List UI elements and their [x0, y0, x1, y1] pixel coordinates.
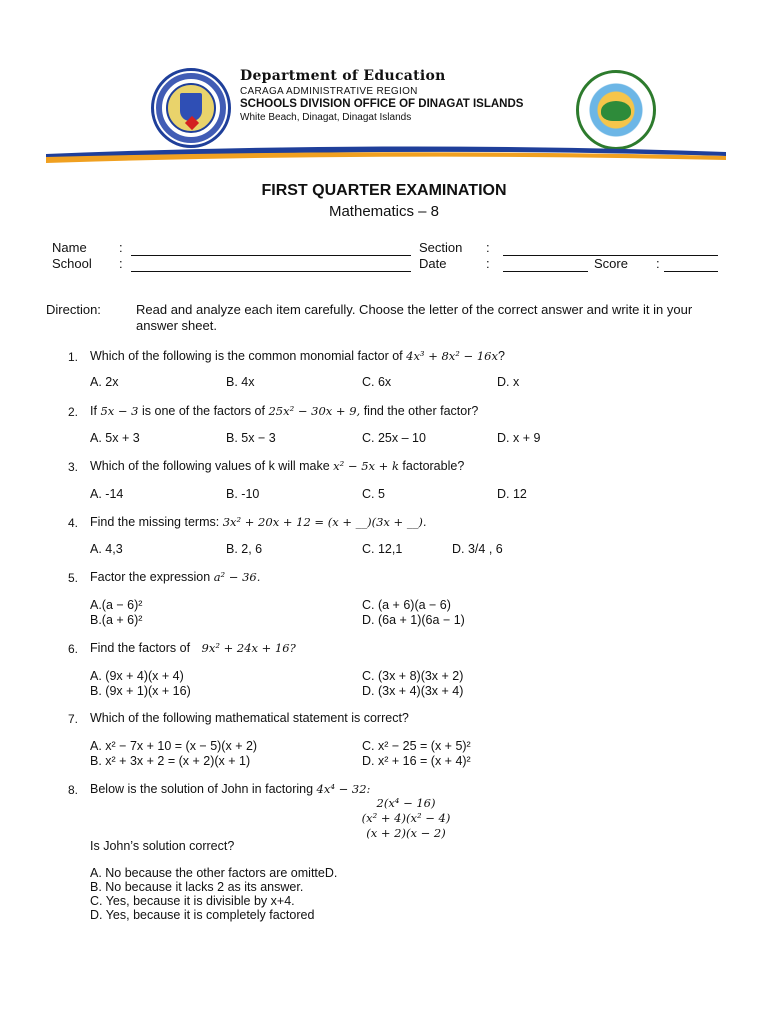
question-number: 5.	[68, 571, 79, 585]
option-c[interactable]: C. 12,1	[362, 542, 403, 556]
question-text: Factor the expression a² − 36.	[90, 570, 261, 584]
score-field[interactable]	[664, 257, 718, 272]
solution-step-3: (x + 2)(x − 2)	[366, 826, 446, 840]
option-c[interactable]: C. 6x	[362, 375, 392, 389]
question-text: Which of the following is the common monomial factor of 4x³ + 8x² − 16x?	[90, 349, 505, 363]
school-colon: :	[119, 256, 123, 271]
question-text: Below is the solution of John in factoring 4x⁴ − 32:	[90, 782, 371, 796]
option-d[interactable]: D. x² + 16 = (x + 4)²	[362, 754, 471, 768]
option-b[interactable]: B. x² + 3x + 2 = (x + 2)(x + 1)	[90, 754, 251, 768]
option-a[interactable]: A. -14	[90, 487, 124, 501]
letterhead-text	[240, 68, 570, 123]
department-name: Department of Education	[240, 68, 446, 84]
question-number: 4.	[68, 516, 79, 530]
option-a[interactable]: A. x² − 7x + 10 = (x − 5)(x + 2)	[90, 739, 258, 753]
score-label: Score	[594, 256, 628, 271]
option-c[interactable]: C. (a + 6)(a − 6)	[362, 598, 451, 612]
division-address: White Beach, Dinagat, Dinagat Islands	[240, 112, 412, 123]
option-b[interactable]: B. -10	[226, 487, 260, 501]
section-field[interactable]	[503, 241, 718, 256]
header-swoosh	[46, 142, 726, 164]
option-d[interactable]: D. x	[497, 375, 520, 389]
option-b[interactable]: B. 2, 6	[226, 542, 263, 556]
score-colon: :	[656, 256, 660, 271]
date-field[interactable]	[503, 257, 588, 272]
school-label: School	[52, 256, 92, 271]
direction-text: Read and analyze each item carefully. Choose the letter of the correct answer and write it in your answer sheet.	[136, 302, 693, 333]
option-b[interactable]: B. 4x	[226, 375, 255, 389]
option-c[interactable]: C. 25x – 10	[362, 431, 426, 445]
division-seal-icon	[576, 70, 656, 150]
exam-title: FIRST QUARTER EXAMINATION	[261, 182, 507, 199]
question-number: 3.	[68, 460, 79, 474]
section-label: Section	[419, 240, 463, 255]
option-b[interactable]: B. No because it lacks 2 as its answer.	[90, 880, 304, 894]
option-d[interactable]: D. 12	[497, 487, 527, 501]
option-a[interactable]: A. No because the other factors are omitteD.	[90, 866, 338, 880]
option-a[interactable]: A. 2x	[90, 375, 119, 389]
question-number: 7.	[68, 712, 79, 726]
name-colon: :	[119, 240, 123, 255]
question-text: Which of the following values of k will make x² − 5x + k factorable?	[90, 459, 465, 473]
option-c[interactable]: C. (3x + 8)(3x + 2)	[362, 669, 464, 683]
option-d[interactable]: D. x + 9	[497, 431, 541, 445]
option-c[interactable]: C. x² − 25 = (x + 5)²	[362, 739, 471, 753]
option-d[interactable]: D. 3/4 , 6	[452, 542, 503, 556]
option-c[interactable]: C. 5	[362, 487, 385, 501]
follow-up-question: Is John’s solution correct?	[90, 839, 235, 853]
solution-step-2: (x² + 4)(x² − 4)	[361, 811, 451, 825]
name-field[interactable]	[131, 241, 411, 256]
option-d[interactable]: D. (3x + 4)(3x + 4)	[362, 684, 464, 698]
option-a[interactable]: A. (9x + 4)(x + 4)	[90, 669, 184, 683]
question-number: 6.	[68, 642, 79, 656]
direction-label: Direction:	[46, 302, 101, 317]
option-a[interactable]: A. 4,3	[90, 542, 123, 556]
question-text: Find the factors of 9x² + 24x + 16?	[90, 641, 296, 655]
school-field[interactable]	[131, 257, 411, 272]
date-colon: :	[486, 256, 490, 271]
option-b[interactable]: B. (9x + 1)(x + 16)	[90, 684, 191, 698]
question-number: 2.	[68, 405, 79, 419]
option-a[interactable]: A. 5x + 3	[90, 431, 140, 445]
question-text: If 5x − 3 is one of the factors of 25x² − 30x + 9, find the other factor?	[90, 404, 479, 418]
option-d[interactable]: D. Yes, because it is completely factored	[90, 908, 315, 922]
question-number: 8.	[68, 783, 79, 797]
option-a[interactable]: A.(a − 6)²	[90, 598, 143, 612]
option-b[interactable]: B.(a + 6)²	[90, 613, 143, 627]
question-text: Which of the following mathematical statement is correct?	[90, 711, 409, 725]
question-number: 1.	[68, 350, 79, 364]
question-expression: 4x³ + 8x² − 16x	[406, 349, 498, 363]
option-b[interactable]: B. 5x − 3	[226, 431, 276, 445]
exam-subject: Mathematics – 8	[328, 203, 440, 220]
division-name: SCHOOLS DIVISION OFFICE OF DINAGAT ISLANDS	[240, 98, 524, 110]
solution-step-1: 2(x⁴ − 16)	[376, 796, 436, 810]
letterhead	[46, 54, 726, 164]
date-label: Date	[419, 256, 447, 271]
question-text: Find the missing terms: 3x² + 20x + 12 = (x + __)(3x + __).	[90, 515, 427, 529]
region-name: CARAGA ADMINISTRATIVE REGION	[240, 86, 418, 97]
section-colon: :	[486, 240, 490, 255]
deped-seal-icon	[151, 68, 231, 148]
option-d[interactable]: D. (6a + 1)(6a − 1)	[362, 613, 465, 627]
name-label: Name	[52, 240, 87, 255]
option-c[interactable]: C. Yes, because it is divisible by x+4.	[90, 894, 295, 908]
